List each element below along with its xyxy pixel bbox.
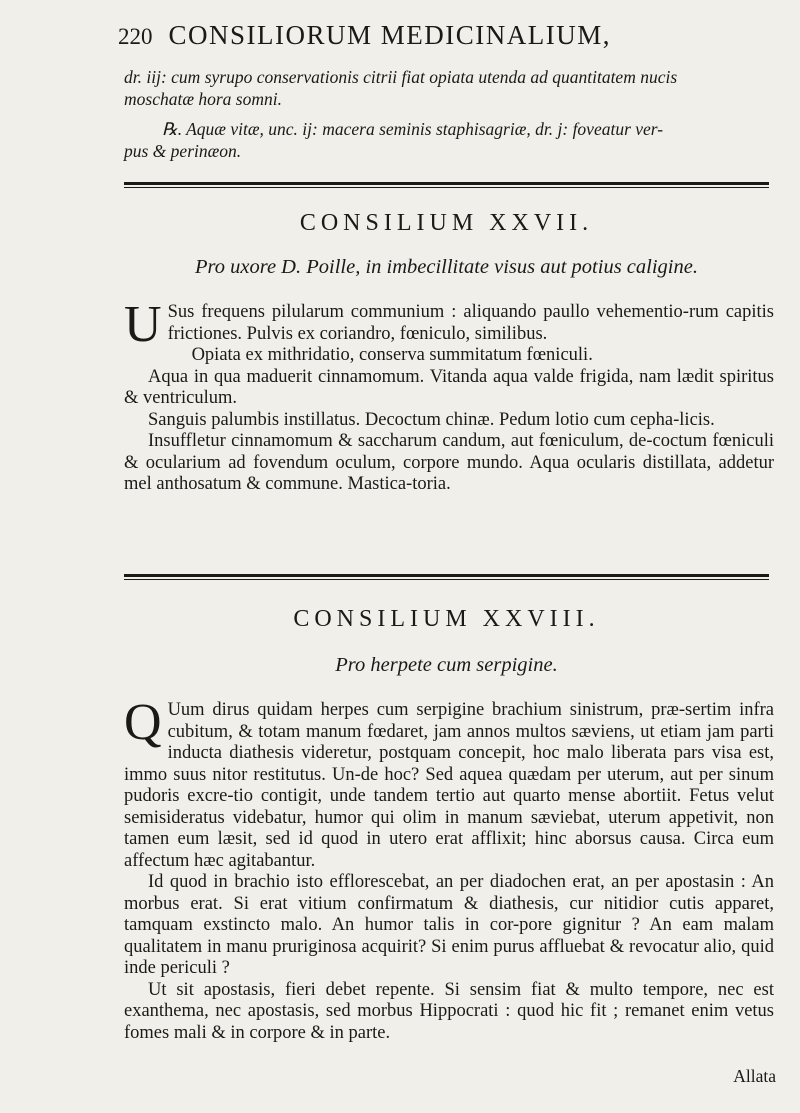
paragraph: Aqua in qua maduerit cinnamomum. Vitanda aqua valde frigida, nam lædit spiritus & ventriculum. <box>124 366 774 408</box>
section-rule <box>124 574 769 577</box>
paragraph: Sanguis palumbis instillatus. Decoctum chinæ. Pedum lotio cum cepha-licis. <box>148 409 715 430</box>
page-number: 220 <box>118 24 153 49</box>
paragraph: Opiata ex mithridatio, conserva summitatum fœniculi. <box>191 345 593 365</box>
consilium-27-body <box>124 296 774 496</box>
paragraph: Uum dirus quidam herpes cum serpigine brachium sinistrum, præ-sertim infra cubitum, & totam manum fœdaret, jam annos multos sæviens, ut etiam jam parti inducta diathesis videretur, postquam concepit, hoc malo liberata pars visa est, immo suus nitor restitutus. Un-de hoc? Sed aquea quædam per uterum, aut per sinum pudoris excre-tio contigit, unde tandem tertio aut quarto mense abortiit. Fetus velut semisideratus videbatur, humor qui olim in manum sæviebat, uterum appetivit, non tamen eum læsit, sed id quod in utero erat afflixit; hinc aborsus causa. Circa eum affectum hæc agitabantur. <box>124 700 774 871</box>
top-text-line: pus & perinæon. <box>124 141 242 161</box>
top-text-line: moschatæ hora somni. <box>124 89 282 109</box>
paragraph: Sus frequens pilularum communium : aliquando paullo vehementio-rum capitis frictiones. Pulvis ex coriandro, fœniculo, similibus. <box>167 302 774 344</box>
consilium-27-subtitle: Pro uxore D. Poille, in imbecillitate visus aut potius caligine. <box>195 256 698 278</box>
drop-cap: U <box>124 296 162 353</box>
page-header <box>118 20 718 51</box>
consilium-28-title: CONSILIUM XXVIII. <box>293 606 600 632</box>
section-rule <box>124 182 769 185</box>
catchword: Allata <box>733 1066 776 1086</box>
consilium-27-title: CONSILIUM XXVII. <box>299 210 594 236</box>
consilium-28-body <box>124 694 774 1044</box>
paragraph: Ut sit apostasis, fieri debet repente. Si sensim fiat & multo tempore, nec est exanthema, nec apostasis, sed morbus Hippocrati : quod hic fit ; remanet enim vetus fomes mali & in corpore & in parte. <box>124 979 774 1043</box>
top-text-line: dr. iij: cum syrupo conservationis citrii fiat opiata utenda ad quantitatem nucis <box>124 67 678 87</box>
running-title: CONSILIORUM MEDICINALIUM, <box>168 20 611 50</box>
drop-cap: Q <box>124 694 162 751</box>
top-text-line: ℞. Aquæ vitæ, unc. ij: macera seminis staphisagriæ, dr. j: foveatur ver- <box>162 119 664 139</box>
paragraph: Insuffletur cinnamomum & saccharum candum, aut fœniculum, de-coctum fœniculi & ocularium ad fovendum oculum, corpore mundo. Aqua ocularis distillata, addetur mel anthosatum & commune. Mastica-toria. <box>124 431 774 494</box>
paragraph: Id quod in brachio isto efflorescebat, an per diadochen erat, an per apostasin : An morbus erat. Si erat vitium confirmatum & diathesis, cur nitidior cutis apparet, tamquam exstincto malo. An humor talis in cor-pore gignitur ? An eam malam qualitatem in manu pruriginosa acquirit? Si enim purus affluebat & revocatur alio, quid inde periculi ? <box>124 872 774 978</box>
top-text <box>124 66 774 162</box>
consilium-28-subtitle: Pro herpete cum serpigine. <box>335 654 558 676</box>
